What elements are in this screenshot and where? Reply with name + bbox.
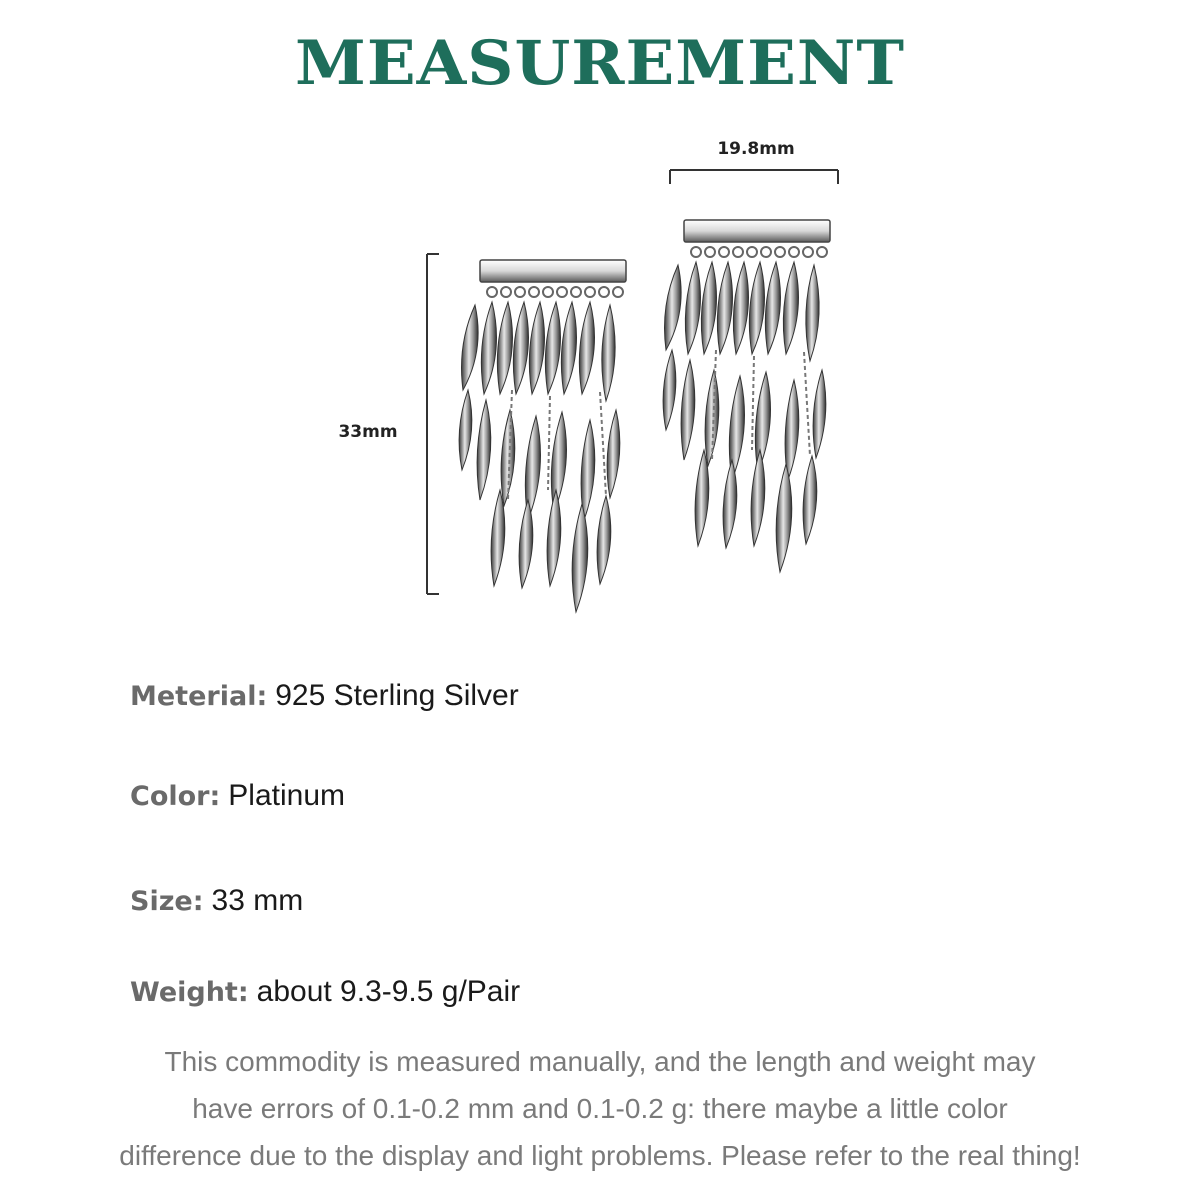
spec-material [130, 676, 519, 717]
spec-color-value: Platinum [228, 779, 345, 812]
spec-size [130, 881, 303, 922]
spec-material-value: 925 Sterling Silver [275, 679, 519, 712]
left-earring-image [459, 260, 626, 612]
measurement-disclaimer [0, 1038, 1200, 1179]
spec-size-label: Size: [130, 886, 204, 917]
disclaimer-line-2: have errors of 0.1-0.2 mm and 0.1-0.2 g: there maybe a little color [192, 1093, 1008, 1124]
spec-weight-value: about 9.3-9.5 g/Pair [256, 975, 521, 1008]
page-title: MEASUREMENT [294, 27, 906, 100]
width-dimension-bracket [670, 170, 838, 184]
height-label: 33mm [338, 422, 398, 442]
disclaimer-line-3: difference due to the display and light problems. Please refer to the real thing! [119, 1140, 1081, 1171]
product-measurement-figure [300, 120, 900, 620]
width-label: 19.8mm [717, 139, 795, 159]
spec-color [130, 776, 345, 817]
height-dimension-bracket [427, 254, 439, 594]
spec-material-label: Meterial: [130, 681, 268, 712]
disclaimer-line-1: This commodity is measured manually, and the length and weight may [164, 1046, 1036, 1077]
right-earring-image [663, 220, 830, 572]
spec-color-label: Color: [130, 781, 221, 812]
spec-weight-label: Weight: [130, 977, 249, 1008]
spec-weight [130, 972, 520, 1013]
spec-size-value: 33 mm [211, 884, 304, 917]
